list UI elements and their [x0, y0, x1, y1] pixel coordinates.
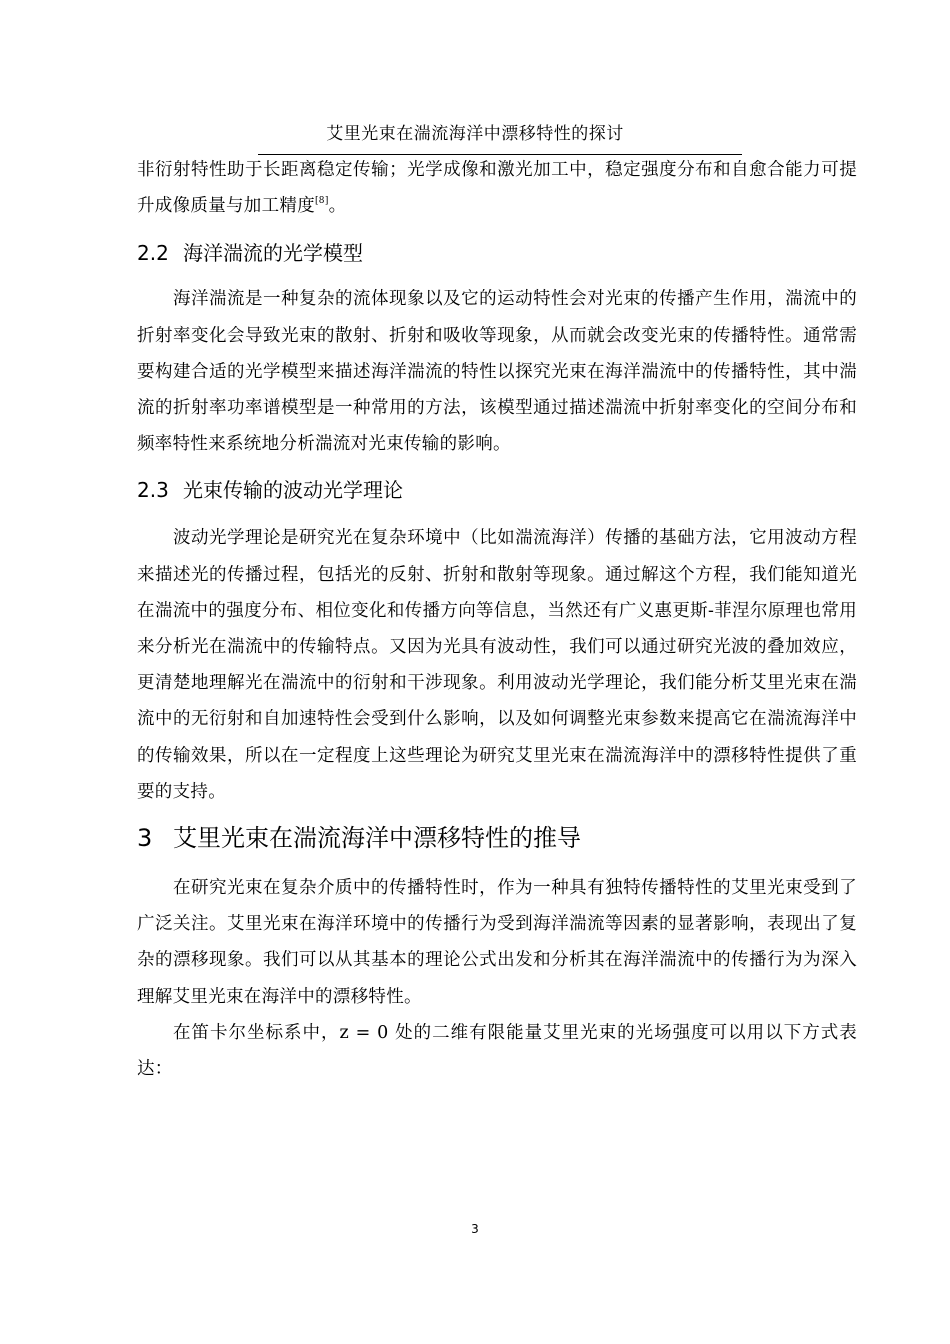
paragraph-end-punct: 。 — [328, 196, 347, 217]
paragraph-continued — [137, 152, 857, 224]
chapter-heading-3 — [137, 824, 857, 852]
section-number: 2.3 — [137, 478, 169, 503]
paragraph-cartesian: 在笛卡尔坐标系中，z = 0 处的二维有限能量艾里光束的光场强度可以用以下方式表达： — [137, 1022, 857, 1080]
citation-ref: [8] — [315, 196, 329, 207]
chapter-title: 艾里光束在湍流海洋中漂移特性的推导 — [173, 824, 581, 853]
paragraph-text: 非衍射特性助于长距离稳定传输；光学成像和激光加工中，稳定强度分布和自愈合能力可提升成像质量与加工精度 — [137, 160, 857, 217]
document-body — [137, 152, 857, 1087]
running-header: 艾里光束在湍流海洋中漂移特性的探讨 — [326, 124, 624, 144]
paragraph-ocean-turbulence: 海洋湍流是一种复杂的流体现象以及它的运动特性会对光束的传播产生作用，湍流中的折射率变化会导致光束的散射、折射和吸收等现象，从而就会改变光束的传播特性。通常需要构建合适的光学模型来描述海洋湍流的特性以探究光束在海洋湍流中的传播特性，其中湍流的折射率功率谱模型是一种常用的方法，该模型通过描述湍流中折射率变化的空间分布和频率特性来系统地分析湍流对光束传输的影响。 — [137, 289, 857, 455]
section-title: 海洋湍流的光学模型 — [183, 241, 363, 266]
chapter-number: 3 — [137, 824, 153, 853]
section-number: 2.2 — [137, 241, 169, 266]
paragraph-airy-intro: 在研究光束在复杂介质中的传播特性时，作为一种具有独特传播特性的艾里光束受到了广泛关注。艾里光束在海洋环境中的传播行为受到海洋湍流等因素的显著影响，表现出了复杂的漂移现象。我们可以从其基本的理论公式出发和分析其在海洋湍流中的传播行为为深入理解艾里光束在海洋中的漂移特性。 — [137, 878, 857, 1007]
section-title: 光束传输的波动光学理论 — [183, 478, 403, 503]
section-heading-2-3 — [137, 478, 857, 502]
paragraph-wave-optics: 波动光学理论是研究光在复杂环境中（比如湍流海洋）传播的基础方法，它用波动方程来描述光的传播过程，包括光的反射、折射和散射等现象。通过解这个方程，我们能知道光在湍流中的强度分布、相位变化和传播方向等信息，当然还有广义惠更斯-菲涅尔原理也常用来分析光在湍流中的传输特点。又因为光具有波动性，我们可以通过研究光波的叠加效应，更清楚地理解光在湍流中的衍射和干涉现象。利用波动光学理论，我们能分析艾里光束在湍流中的无衍射和自加速特性会受到什么影响，以及如何调整光束参数来提高它在湍流海洋中的传输效果，所以在一定程度上这些理论为研究艾里光束在湍流海洋中的漂移特性提供了重要的支持。 — [137, 528, 857, 802]
section-heading-2-2 — [137, 241, 857, 265]
page-number: 3 — [471, 1222, 479, 1236]
